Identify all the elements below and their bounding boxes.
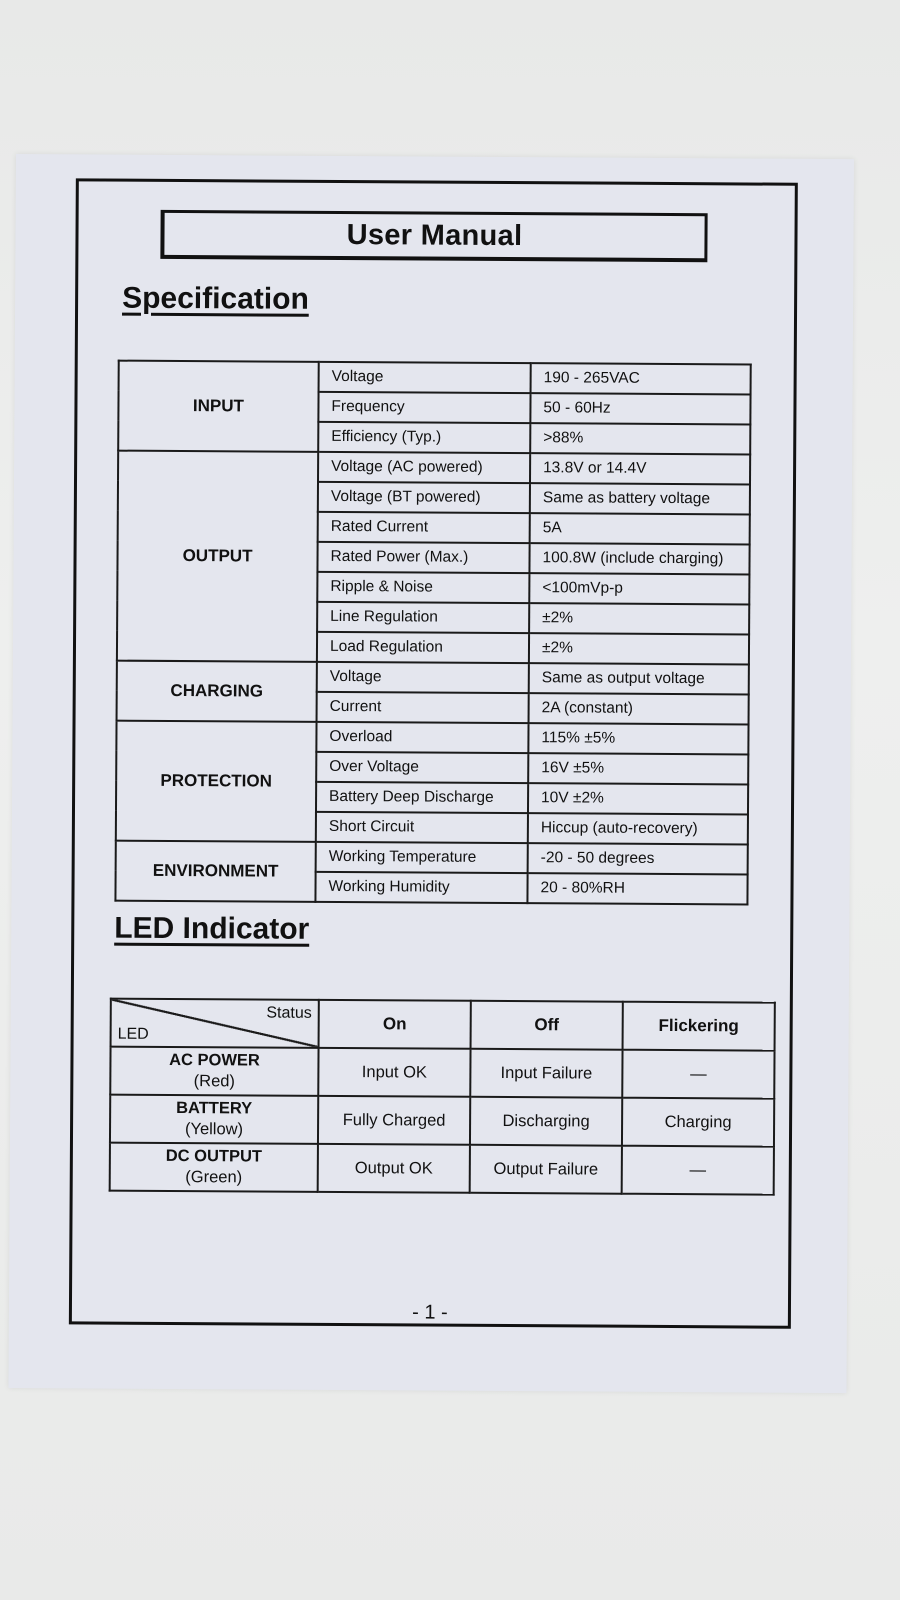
led-indicator-table: [109, 998, 776, 1196]
specification-table: [114, 360, 751, 906]
led-name: AC POWER: [169, 1051, 260, 1070]
spec-parameter: Frequency: [318, 392, 530, 423]
table-row: [119, 361, 751, 395]
led-color: (Yellow): [184, 1120, 244, 1139]
spec-value: ±2%: [529, 603, 749, 634]
spec-parameter: Rated Current: [318, 512, 530, 543]
led-corner-cell: [111, 999, 319, 1048]
spec-value: -20 - 50 degrees: [528, 843, 748, 874]
spec-value: Hiccup (auto-recovery): [528, 813, 748, 844]
led-indicator-heading: LED Indicator: [114, 911, 310, 946]
led-state-off: Discharging: [470, 1097, 622, 1146]
led-name: DC OUTPUT: [165, 1147, 263, 1166]
spec-value: Same as battery voltage: [530, 483, 750, 514]
table-row: [116, 841, 748, 875]
spec-parameter: Overload: [316, 722, 528, 753]
spec-value: 5A: [530, 513, 750, 544]
table-row: [110, 1095, 774, 1147]
spec-parameter: Current: [317, 692, 529, 723]
spec-parameter: Voltage (BT powered): [318, 482, 530, 513]
spec-parameter: Voltage: [319, 362, 531, 393]
column-header-on: On: [319, 1000, 471, 1049]
spec-parameter: Battery Deep Discharge: [316, 782, 528, 813]
led-color: (Green): [185, 1168, 243, 1187]
spec-value: Same as output voltage: [529, 663, 749, 694]
spec-parameter: Ripple & Noise: [317, 572, 529, 603]
spec-parameter: Line Regulation: [317, 602, 529, 633]
spec-parameter: Over Voltage: [316, 752, 528, 783]
column-header-flickering: Flickering: [623, 1002, 775, 1051]
led-name: BATTERY: [176, 1099, 253, 1118]
spec-parameter: Voltage (AC powered): [318, 452, 530, 483]
led-state-flickering: —: [622, 1050, 774, 1099]
led-state-on: Input OK: [318, 1048, 470, 1097]
specification-heading: Specification: [122, 281, 309, 316]
document-title: [160, 210, 707, 262]
page-frame: [69, 178, 798, 1328]
table-row: [116, 721, 748, 755]
spec-group-input: INPUT: [118, 361, 319, 452]
spec-parameter: Short Circuit: [316, 812, 528, 843]
column-header-off: Off: [471, 1001, 623, 1050]
spec-value: ±2%: [529, 633, 749, 664]
corner-status-label: Status: [266, 1004, 312, 1022]
spec-value: <100mVp-p: [529, 573, 749, 604]
spec-value: 10V ±2%: [528, 783, 748, 814]
spec-value: 100.8W (include charging): [529, 543, 749, 574]
spec-parameter: Working Humidity: [315, 872, 527, 903]
spec-value: 13.8V or 14.4V: [530, 453, 750, 484]
table-row: [117, 661, 749, 695]
led-state-off: Output Failure: [470, 1145, 622, 1194]
spec-value: 20 - 80%RH: [527, 873, 747, 904]
table-row: [110, 1143, 774, 1195]
led-name-cell: [110, 1143, 318, 1192]
spec-group-charging: CHARGING: [117, 661, 317, 722]
led-color: (Red): [193, 1072, 236, 1091]
led-state-on: Fully Charged: [318, 1096, 470, 1145]
table-row: [110, 1047, 774, 1099]
table-row: [118, 451, 750, 485]
led-name-cell: [110, 1095, 318, 1144]
corner-led-label: LED: [117, 1026, 149, 1044]
spec-value: 115% ±5%: [528, 723, 748, 754]
spec-value: >88%: [530, 423, 750, 454]
manual-page: [8, 154, 854, 1393]
spec-parameter: Voltage: [317, 662, 529, 693]
spec-parameter: Working Temperature: [316, 842, 528, 873]
spec-parameter: Rated Power (Max.): [317, 542, 529, 573]
document-title-text: User Manual: [346, 218, 523, 252]
spec-value: 50 - 60Hz: [530, 393, 750, 424]
spec-parameter: Efficiency (Typ.): [318, 422, 530, 453]
led-state-flickering: —: [622, 1146, 774, 1195]
spec-group-environment: ENVIRONMENT: [115, 841, 315, 902]
page-number: - 1 -: [412, 1301, 448, 1324]
led-state-flickering: Charging: [622, 1098, 774, 1147]
led-name-cell: [110, 1047, 318, 1096]
spec-parameter: Load Regulation: [317, 632, 529, 663]
led-state-off: Input Failure: [470, 1049, 622, 1098]
led-header-row: [111, 999, 775, 1051]
spec-group-protection: PROTECTION: [116, 721, 317, 842]
spec-value: 2A (constant): [529, 693, 749, 724]
spec-group-output: OUTPUT: [117, 451, 318, 662]
led-state-on: Output OK: [318, 1144, 470, 1193]
spec-value: 16V ±5%: [528, 753, 748, 784]
spec-value: 190 - 265VAC: [531, 363, 751, 394]
